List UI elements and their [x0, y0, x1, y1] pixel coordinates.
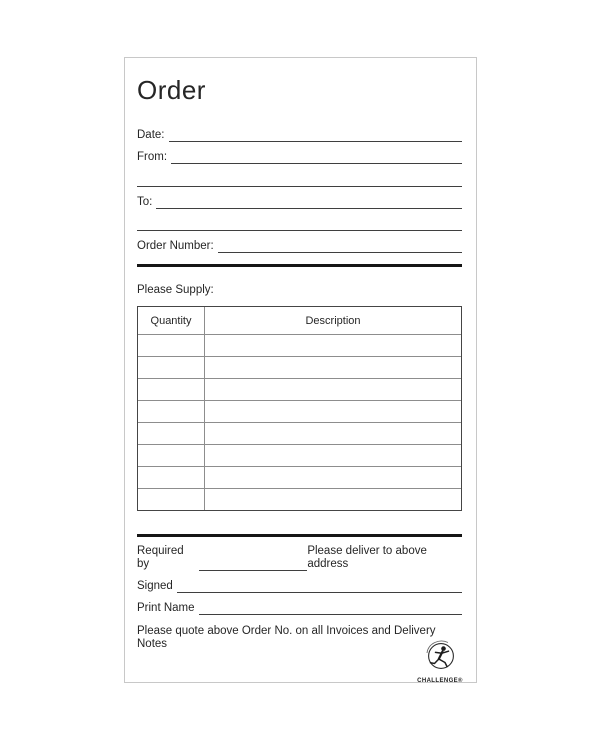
delivery-note: Please deliver to above address: [307, 545, 427, 570]
section-divider-bar-top: [137, 264, 462, 267]
description-cell[interactable]: [205, 401, 462, 423]
supply-table-row: [138, 467, 461, 489]
quantity-cell[interactable]: [138, 401, 205, 423]
order-number-field-row: [137, 240, 462, 253]
to-field-row: [137, 196, 462, 209]
description-cell[interactable]: [205, 489, 462, 511]
supply-table-row: [138, 335, 461, 357]
supply-table-head: [138, 307, 461, 335]
supply-table-row: [138, 423, 461, 445]
order-number-input-line[interactable]: [218, 239, 462, 253]
description-cell[interactable]: [205, 379, 462, 401]
challenge-brand-text: CHALLENGE®: [417, 678, 463, 684]
to-input-line[interactable]: [156, 195, 462, 209]
required-by-row: [137, 545, 462, 571]
print-name-label: Print Name: [137, 602, 195, 614]
challenge-logo: [416, 640, 464, 685]
date-label: Date:: [137, 129, 165, 141]
order-form-sheet: [124, 57, 477, 683]
quantity-cell[interactable]: [138, 423, 205, 445]
supply-table-body: [138, 335, 461, 511]
quantity-column-header: Quantity: [138, 307, 205, 335]
quantity-cell[interactable]: [138, 335, 205, 357]
quote-note: Please quote above Order No. on all Invoices and Delivery Notes: [137, 625, 436, 650]
supply-table-row: [138, 357, 461, 379]
order-number-label: Order Number:: [137, 240, 214, 252]
quantity-cell[interactable]: [138, 467, 205, 489]
date-input-line[interactable]: [169, 128, 463, 142]
signed-field-row: [137, 580, 462, 593]
description-cell[interactable]: [205, 445, 462, 467]
required-by-input-line[interactable]: [199, 557, 308, 571]
supply-table-wrapper: [137, 306, 462, 511]
quantity-cell[interactable]: [138, 379, 205, 401]
from-continuation-line[interactable]: [137, 186, 462, 187]
print-name-field-row: [137, 602, 462, 615]
required-by-label: Required by: [137, 545, 184, 570]
form-title: Order: [137, 75, 206, 105]
to-label: To:: [137, 196, 153, 208]
date-field-row: [137, 129, 462, 142]
description-cell[interactable]: [205, 357, 462, 379]
section-divider-bar-bottom: [137, 534, 462, 537]
supply-table-row: [138, 401, 461, 423]
please-supply-label: Please Supply:: [137, 284, 214, 296]
to-continuation-line[interactable]: [137, 230, 462, 231]
supply-table-row: [138, 379, 461, 401]
print-name-input-line[interactable]: [199, 601, 462, 615]
quantity-cell[interactable]: [138, 445, 205, 467]
description-cell[interactable]: [205, 423, 462, 445]
supply-table-header-row: [138, 307, 461, 335]
supply-table: [138, 307, 461, 510]
quantity-cell[interactable]: [138, 357, 205, 379]
signed-input-line[interactable]: [177, 579, 462, 593]
signed-label: Signed: [137, 580, 173, 592]
from-label: From:: [137, 151, 168, 163]
striding-figure-icon: [423, 640, 457, 672]
from-field-row: [137, 151, 462, 164]
description-cell[interactable]: [205, 467, 462, 489]
quantity-cell[interactable]: [138, 489, 205, 511]
from-input-line[interactable]: [171, 150, 462, 164]
supply-table-row: [138, 489, 461, 511]
supply-table-row: [138, 445, 461, 467]
description-column-header: Description: [205, 307, 462, 335]
description-cell[interactable]: [205, 335, 462, 357]
